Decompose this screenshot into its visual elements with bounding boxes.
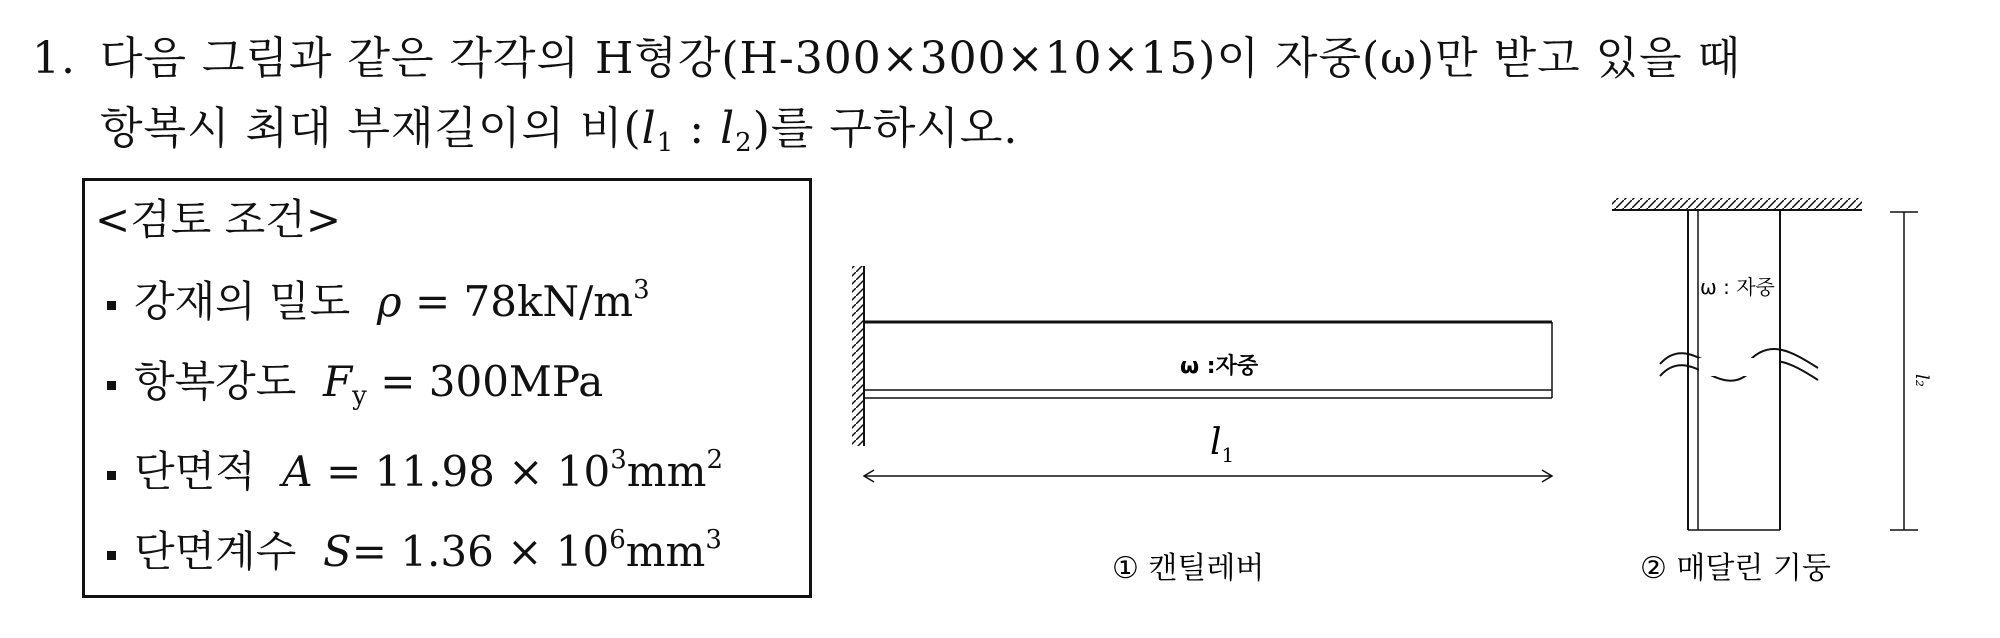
condition-unit-sup: 3 — [705, 525, 722, 555]
beam-length-label: $l_1$ — [1210, 422, 1235, 467]
condition-label: 항복강도 — [134, 357, 297, 406]
condition-symbol: F — [323, 357, 353, 406]
condition-expr: = 1.36 × 10 — [351, 527, 610, 576]
condition-symbol: S — [323, 527, 352, 576]
break-gap — [1699, 358, 1779, 376]
beam-load-label: ω :자중 — [1180, 354, 1259, 379]
column-length-label: l₂ — [1911, 374, 1932, 387]
condition-label: 단면계수 — [134, 527, 297, 576]
ratio-l1-symbol: l — [641, 103, 657, 154]
question-number: 1. — [32, 33, 76, 84]
hanging-column-figure — [1612, 198, 1932, 586]
condition-label: 단면적 — [134, 447, 256, 496]
ceiling-hatch — [1612, 198, 1862, 210]
condition-expr: = 78kN/m — [401, 277, 634, 326]
condition-unit-sup: 2 — [706, 445, 723, 475]
condition-label: 강재의 밀도 — [134, 277, 351, 326]
ratio-sub-1: 1 — [656, 128, 675, 158]
column-load-label: ω : 자중 — [1700, 275, 1775, 299]
condition-expr: = 11.98 × 10 — [312, 447, 611, 496]
ratio-sub-2: 2 — [735, 128, 753, 158]
condition-unit: mm — [626, 447, 707, 496]
condition-sub: y — [352, 381, 367, 411]
condition-expr: = 300MPa — [366, 357, 604, 406]
condition-sup: 3 — [610, 445, 627, 475]
hanging-column-caption: ② 매달린 기둥 — [1640, 551, 1831, 586]
question-text-2a: 항복시 최대 부재길이의 비( — [100, 103, 642, 154]
condition-unit: mm — [625, 527, 706, 576]
ratio-colon: : — [674, 103, 721, 154]
question-text-2b: )를 구하시오. — [752, 103, 1019, 154]
conditions-title: <검토 조건> — [95, 195, 342, 244]
condition-symbol: ρ — [376, 277, 402, 326]
cantilever-figure — [852, 266, 1552, 586]
condition-symbol: A — [282, 447, 313, 496]
condition-sup: 6 — [609, 525, 626, 555]
cantilever-caption: ① 캔틸레버 — [1112, 551, 1265, 586]
question-text-1: 다음 그림과 같은 각각의 H형강(H-300×300×10×15)이 자중(ω)만 받고 있을 때 — [99, 33, 1742, 84]
ratio-l2-symbol: l — [720, 103, 736, 154]
condition-sup: 3 — [633, 275, 650, 305]
fixed-support-hatch — [852, 266, 864, 446]
